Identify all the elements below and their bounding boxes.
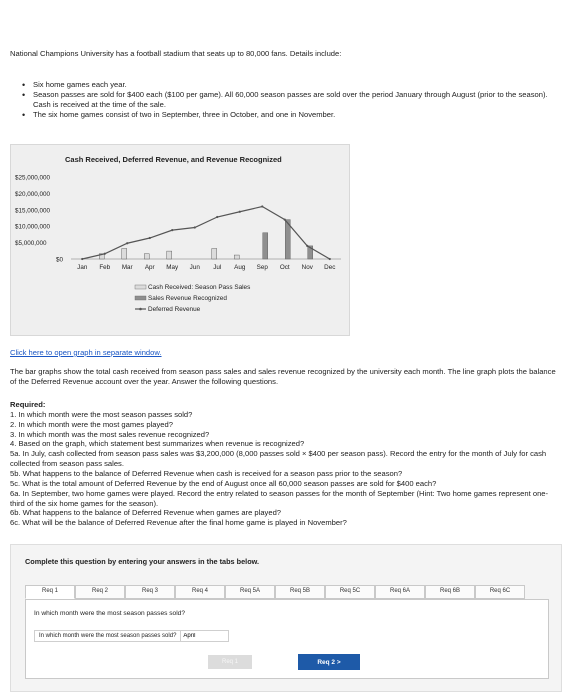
bullet-icon: • [22,90,26,100]
y-tick-label: $0 [55,256,63,264]
x-tick-label: Mar [121,264,133,271]
required-item: 1. In which month were the most season passes sold? [10,409,193,419]
tab-req-6c[interactable]: Req 6C [475,585,525,599]
y-tick-label: $10,000,000 [15,223,51,231]
deferred-line [82,207,330,259]
list-item [22,110,562,120]
y-tick-label: $15,000,000 [15,207,51,215]
list-item [22,80,562,90]
x-tick-label: Jun [189,264,200,271]
required-item: 6b. What happens to the balance of Deferred Revenue when games are played? [10,508,282,518]
open-graph-link[interactable]: Click here to open graph in separate window. [10,348,162,357]
tab-req-6b[interactable]: Req 6B [425,585,475,599]
tab-strip [25,585,525,599]
required-item: 2. In which month were the most games played? [10,419,173,429]
cash-bar [144,254,149,259]
tab-req-5a[interactable]: Req 5A [225,585,275,599]
deferred-point [329,258,331,260]
tab-req-3[interactable]: Req 3 [125,585,175,599]
tab-req-5b[interactable]: Req 5B [275,585,325,599]
revenue-chart [11,145,351,337]
deferred-point [194,226,196,228]
instructions-paragraph: The bar graphs show the total cash received from season pass sales and sales revenue recognized by the university each month. The line graph plots the balance of the Deferred Revenue account over the year. Answer the following questions. [10,367,556,386]
cash-bar [212,249,217,259]
chart-container [10,144,350,336]
tab-req-4[interactable]: Req 4 [175,585,225,599]
deferred-point [149,237,151,239]
answer-card [10,544,562,692]
deferred-point [104,253,106,255]
required-item: 5a. In July, cash collected from season pass sales was $3,200,000 (8,000 passes sold × $400 per season pass). Record the entry for the month of July for cash collected from season pass sales. [10,449,547,469]
cash-bar [167,251,172,259]
x-tick-label: Feb [99,264,111,271]
legend-label: Cash Received: Season Pass Sales [148,284,251,291]
list-item-text: Six home games each year. [33,80,127,89]
legend-marker [139,308,142,311]
tab-req-6a[interactable]: Req 6A [375,585,425,599]
x-tick-label: Sep [256,264,268,271]
x-tick-label: May [166,264,179,271]
deferred-point [284,219,286,221]
deferred-point [171,229,173,231]
required-list [10,410,562,528]
y-tick-label: $20,000,000 [15,190,51,198]
details-list [22,80,562,120]
tab-req-2[interactable]: Req 2 [75,585,125,599]
x-tick-label: Oct [279,264,290,271]
x-tick-label: Apr [144,264,155,271]
list-item-text: Season passes are sold for $400 each ($100 per game). All 60,000 season passes are sold over the period January through August (prior to the season). Cash is received at the time of the sale. [33,90,548,109]
list-item-text: The six home games consist of two in September, three in October, and one in November. [33,109,336,119]
x-tick-label: Jan [77,264,88,271]
revenue-bar [263,233,268,259]
deferred-point [306,245,308,247]
legend-swatch [135,285,146,289]
panel-question: In which month were the most season passes sold? [34,610,186,617]
required-item: 3. In which month was the most sales revenue recognized? [10,429,210,439]
legend-label: Deferred Revenue [148,306,201,313]
tab-req-1[interactable]: Req 1 [25,585,75,599]
bullet-icon: • [22,80,26,90]
cash-bar [234,255,239,259]
x-tick-label: Nov [301,264,313,271]
tab-req-5c[interactable]: Req 5C [325,585,375,599]
legend-swatch [135,296,146,300]
x-tick-label: Jul [213,264,222,271]
required-section [10,400,562,528]
x-tick-label: Aug [234,264,246,271]
deferred-point [126,242,128,244]
cash-bar [122,249,127,259]
intro-text: National Champions University has a football stadium that seats up to 80,000 fans. Details include: [10,49,342,58]
answer-row [34,630,229,642]
answer-input[interactable] [180,631,228,641]
required-heading: Required: [10,400,46,409]
tab-panel [25,599,549,679]
chart-title: Cash Received, Deferred Revenue, and Revenue Recognized [65,155,282,164]
answer-label: In which month were the most season passes sold? [39,633,177,639]
deferred-point [216,216,218,218]
card-title: Complete this question by entering your answers in the tabs below. [25,557,260,566]
x-tick-label: Dec [324,264,336,271]
required-item: 5c. What is the total amount of Deferred Revenue by the end of August once all 60,000 season passes are sold for $400 each? [10,478,437,488]
bullet-icon: • [22,109,26,120]
required-item: 4. Based on the graph, which statement best summarizes when revenue is recognized? [10,439,305,449]
next-button[interactable]: Req 2 > [298,654,360,670]
required-item: 6c. What will be the balance of Deferred Revenue after the final home game is played in November? [10,518,347,528]
required-item: 5b. What happens to the balance of Deferred Revenue when cash is received for a season pass prior to the season? [10,469,403,479]
y-tick-label: $25,000,000 [15,174,51,182]
required-item: 6a. In September, two home games were played. Record the entry related to season passes for the month of September (Hint: Two home games represent one-third of the six home games for the season). [10,488,549,508]
deferred-point [239,211,241,213]
deferred-point [261,205,263,207]
legend-label: Sales Revenue Recognized [148,295,227,302]
list-item [22,90,562,110]
deferred-point [81,258,83,260]
prev-button[interactable]: Req 1 [208,655,252,669]
y-tick-label: $5,000,000 [15,240,47,248]
